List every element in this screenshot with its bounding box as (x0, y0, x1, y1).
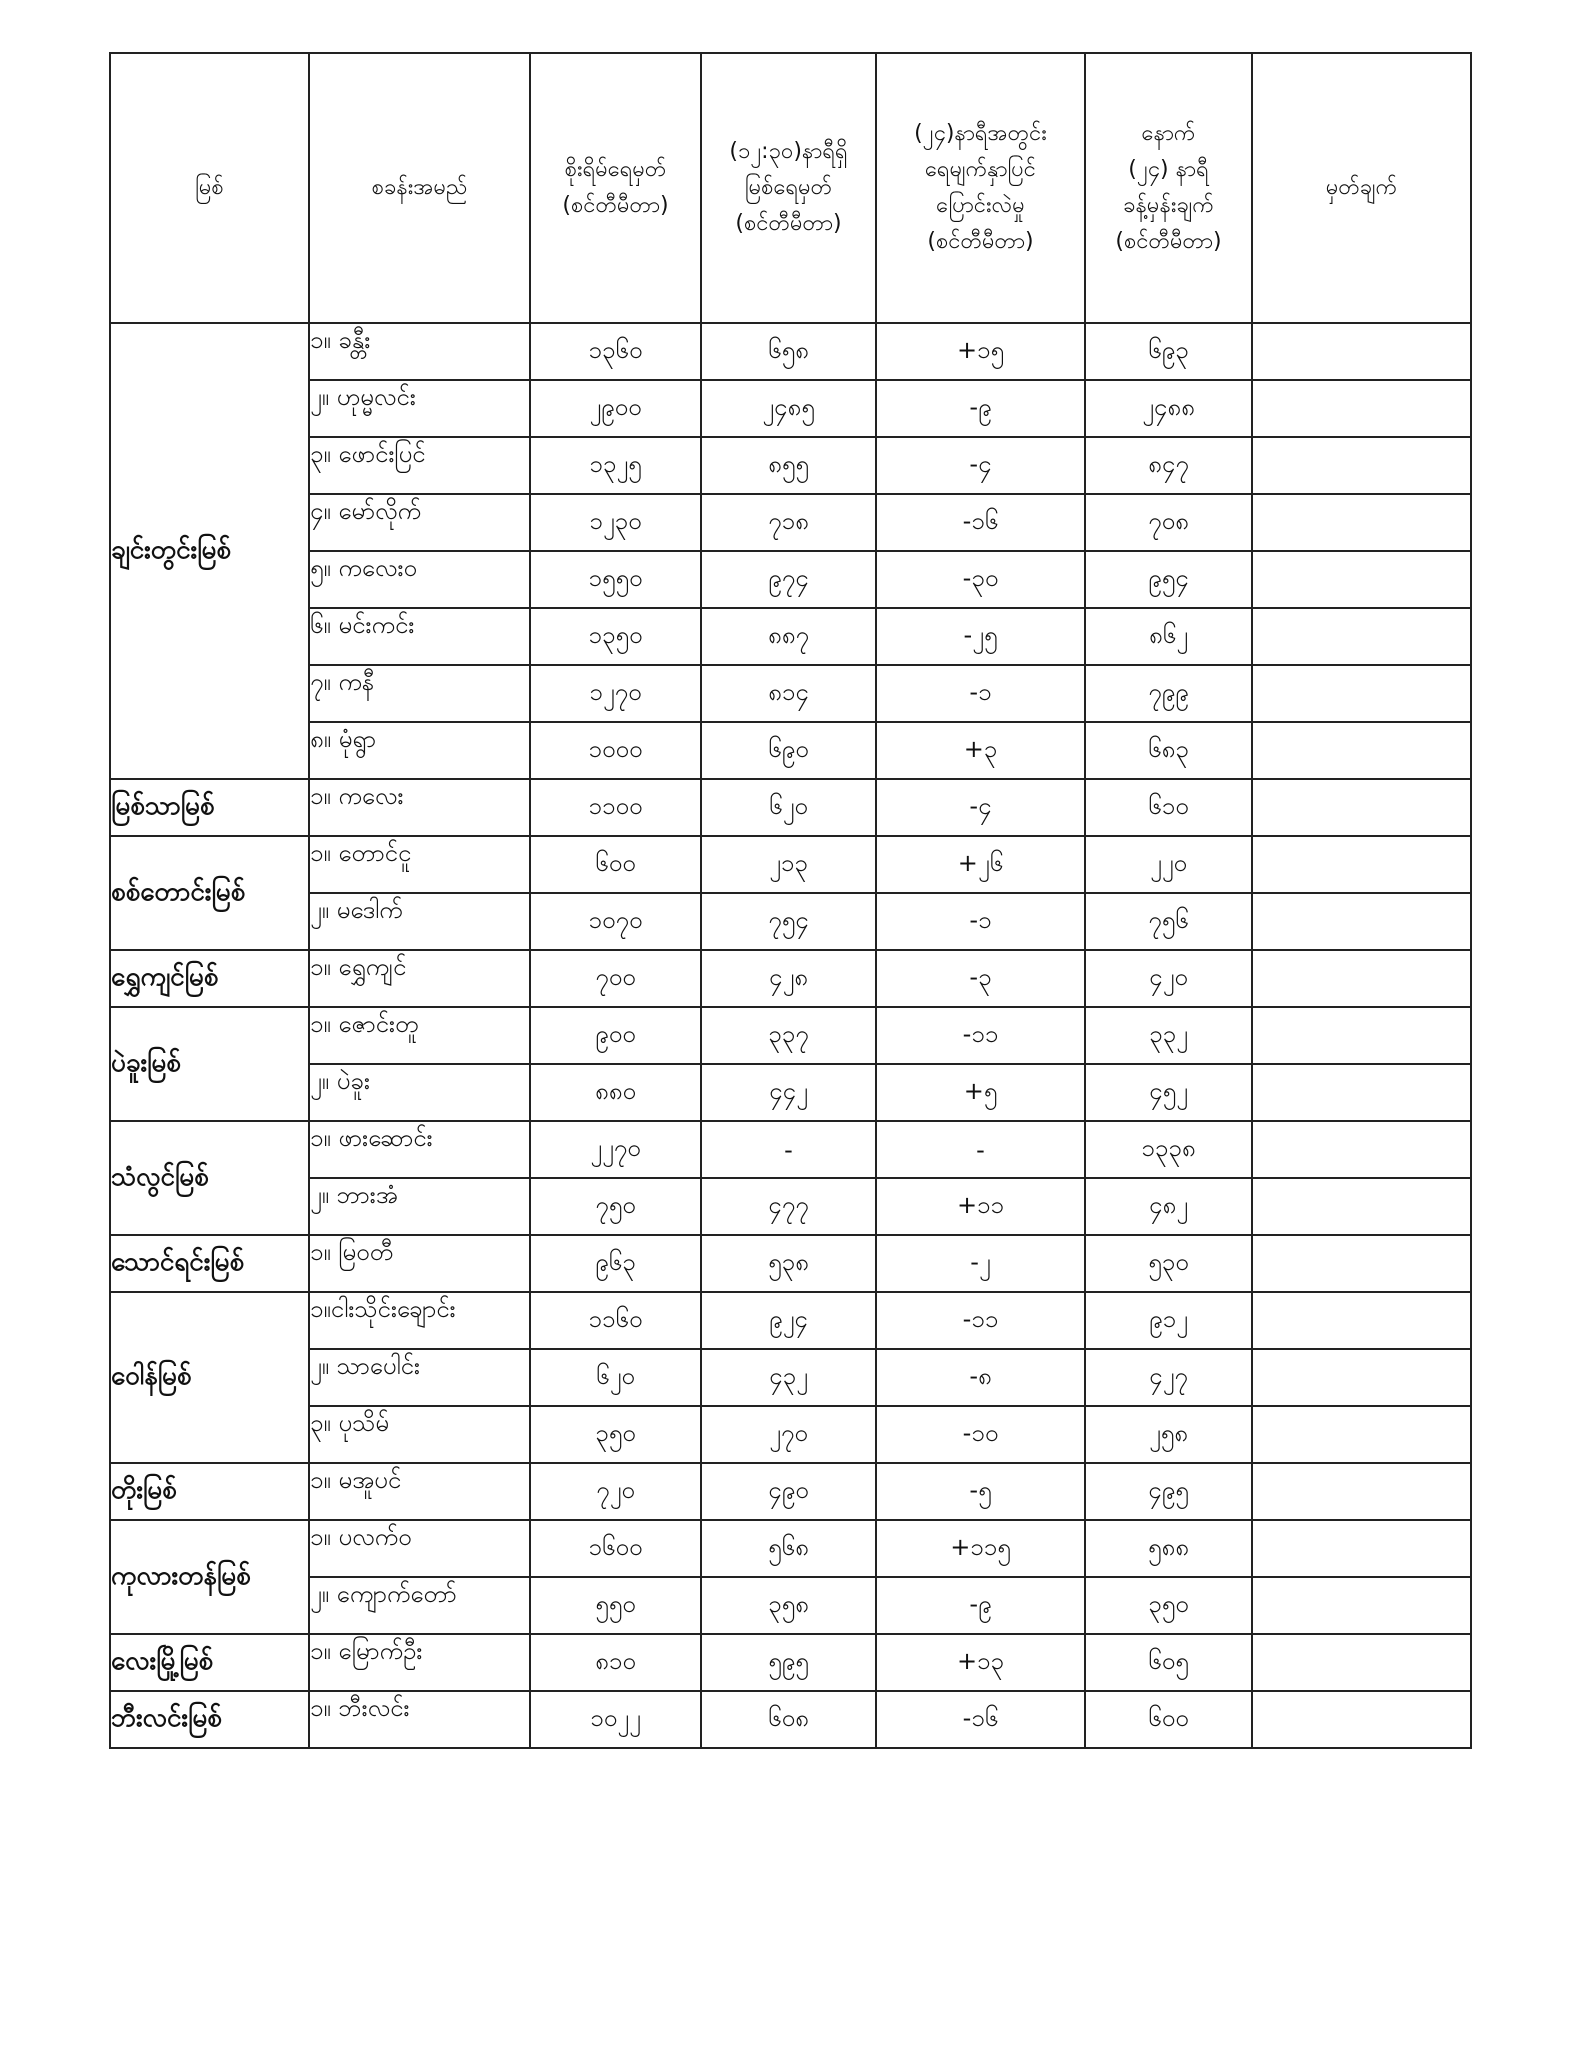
header-remark (1252, 53, 1471, 323)
forecast-level: ၅၃၀ (1085, 1235, 1252, 1292)
table-row (110, 1121, 1471, 1178)
river-name: ရွှေကျင်မြစ် (110, 950, 309, 1007)
current-level: ၅၆၈ (701, 1520, 876, 1577)
header-line: စခန်းအမည် (371, 175, 468, 200)
header-line: မြစ်ရေမှတ် (744, 175, 833, 200)
forecast-level: ၇၀၈ (1085, 494, 1252, 551)
current-level: ၆၅၈ (701, 323, 876, 380)
table-row (110, 380, 1471, 437)
table-row (110, 1577, 1471, 1634)
station-name: ၇။ ကနီ (309, 665, 530, 722)
current-level: ၄၂၈ (701, 950, 876, 1007)
station-name: ၂။ ဟုမ္မလင်း (309, 380, 530, 437)
table-row (110, 551, 1471, 608)
current-level: ၅၉၅ (701, 1634, 876, 1691)
warning-level: ၈၈၀ (530, 1064, 701, 1121)
warning-level: ၁၁၆၀ (530, 1292, 701, 1349)
forecast-level: ၉၁၂ (1085, 1292, 1252, 1349)
forecast-level: ၉၅၄ (1085, 551, 1252, 608)
river-name: ဘီးလင်းမြစ် (110, 1691, 309, 1748)
header-line: စိုးရိမ်ရေမှတ် (564, 157, 667, 182)
header-forecast-24h (1085, 53, 1252, 323)
level-change: +၁၃ (876, 1634, 1085, 1691)
table-row (110, 836, 1471, 893)
remark (1252, 893, 1471, 950)
header-line: (၂၄)နာရီအတွင်း (914, 121, 1047, 146)
river-name: တိုးမြစ် (110, 1463, 309, 1520)
warning-level: ၃၅၀ (530, 1406, 701, 1463)
remark (1252, 1406, 1471, 1463)
station-name: ၂။ ပဲခူး (309, 1064, 530, 1121)
current-level: ၂၁၃ (701, 836, 876, 893)
remark (1252, 608, 1471, 665)
level-change: -၈ (876, 1349, 1085, 1406)
forecast-level: ၆၀၀ (1085, 1691, 1252, 1748)
header-row (110, 53, 1471, 323)
river-name: စစ်တောင်းမြစ် (110, 836, 309, 950)
warning-level: ၁၃၆၀ (530, 323, 701, 380)
remark (1252, 950, 1471, 1007)
table-row (110, 1406, 1471, 1463)
remark (1252, 1178, 1471, 1235)
river-level-table (109, 52, 1472, 1749)
current-level: ၂၇၀ (701, 1406, 876, 1463)
river-name: လေးမြို့မြစ် (110, 1634, 309, 1691)
current-level: ၅၃၈ (701, 1235, 876, 1292)
header-warning-level (530, 53, 701, 323)
table-body (110, 323, 1471, 1748)
level-change: +၁၁၅ (876, 1520, 1085, 1577)
current-level: ၄၉၀ (701, 1463, 876, 1520)
table-row (110, 1064, 1471, 1121)
warning-level: ၁၂၇၀ (530, 665, 701, 722)
forecast-level: ၄၈၂ (1085, 1178, 1252, 1235)
level-change: -၁၁ (876, 1007, 1085, 1064)
warning-level: ၁၅၅၀ (530, 551, 701, 608)
river-name: သောင်ရင်းမြစ် (110, 1235, 309, 1292)
current-level: ၃၅၈ (701, 1577, 876, 1634)
remark (1252, 1577, 1471, 1634)
header-station (309, 53, 530, 323)
river-name: ကုလားတန်မြစ် (110, 1520, 309, 1634)
level-change: -၃ (876, 950, 1085, 1007)
warning-level: ၇၀၀ (530, 950, 701, 1007)
current-level: ၇၁၈ (701, 494, 876, 551)
remark (1252, 1007, 1471, 1064)
table-row (110, 1178, 1471, 1235)
table-row (110, 950, 1471, 1007)
header-line: မှတ်ချက် (1325, 175, 1398, 200)
level-change: -၁၀ (876, 1406, 1085, 1463)
level-change: -၄ (876, 779, 1085, 836)
level-change: -၃၀ (876, 551, 1085, 608)
remark (1252, 836, 1471, 893)
current-level: - (701, 1121, 876, 1178)
current-level: ၉၇၄ (701, 551, 876, 608)
station-name: ၅။ ကလေးဝ (309, 551, 530, 608)
table-row (110, 1691, 1471, 1748)
warning-level: ၆၂၀ (530, 1349, 701, 1406)
warning-level: ၉၆၃ (530, 1235, 701, 1292)
table-row (110, 1634, 1471, 1691)
station-name: ၁။ငါးသိုင်းချောင်း (309, 1292, 530, 1349)
station-name: ၁။ တောင်ငူ (309, 836, 530, 893)
warning-level: ၉၀၀ (530, 1007, 701, 1064)
header-line: (စင်တီမီတာ) (735, 211, 842, 236)
station-name: ၂။ မဒေါက် (309, 893, 530, 950)
remark (1252, 1121, 1471, 1178)
river-name: ချင်းတွင်းမြစ် (110, 323, 309, 779)
header-line: ပြောင်းလဲမှု (936, 193, 1025, 218)
remark (1252, 1634, 1471, 1691)
station-name: ၃။ ဖောင်းပြင် (309, 437, 530, 494)
current-level: ၈၁၄ (701, 665, 876, 722)
remark (1252, 1691, 1471, 1748)
warning-level: ၇၂၀ (530, 1463, 701, 1520)
current-level: ၈၅၅ (701, 437, 876, 494)
current-level: ၆၂၀ (701, 779, 876, 836)
forecast-level: ၁၃၃၈ (1085, 1121, 1252, 1178)
river-name: ဝေါန်မြစ် (110, 1292, 309, 1463)
remark (1252, 437, 1471, 494)
level-change: +၅ (876, 1064, 1085, 1121)
forecast-level: ၇၅၆ (1085, 893, 1252, 950)
remark (1252, 323, 1471, 380)
level-change: -၁၆ (876, 494, 1085, 551)
station-name: ၈။ မုံရွာ (309, 722, 530, 779)
station-name: ၁။ ဘီးလင်း (309, 1691, 530, 1748)
forecast-level: ၂၂၀ (1085, 836, 1252, 893)
current-level: ၄၃၂ (701, 1349, 876, 1406)
current-level: ၈၈၇ (701, 608, 876, 665)
forecast-level: ၈၄၇ (1085, 437, 1252, 494)
level-change: -၄ (876, 437, 1085, 494)
station-name: ၂။ ကျောက်တော် (309, 1577, 530, 1634)
level-change: +၁၅ (876, 323, 1085, 380)
level-change: +၁၁ (876, 1178, 1085, 1235)
forecast-level: ၄၅၂ (1085, 1064, 1252, 1121)
remark (1252, 1349, 1471, 1406)
station-name: ၁။ ဇောင်းတူ (309, 1007, 530, 1064)
forecast-level: ၅၈၈ (1085, 1520, 1252, 1577)
header-line: နောက် (1141, 121, 1196, 146)
remark (1252, 380, 1471, 437)
level-change: - (876, 1121, 1085, 1178)
level-change: -၉ (876, 380, 1085, 437)
table-row (110, 893, 1471, 950)
level-change: -၁ (876, 893, 1085, 950)
table-row (110, 722, 1471, 779)
level-change: -၁၆ (876, 1691, 1085, 1748)
header-line: (စင်တီမီတာ) (562, 193, 669, 218)
warning-level: ၁၃၂၅ (530, 437, 701, 494)
forecast-level: ၄၂၇ (1085, 1349, 1252, 1406)
station-name: ၁။ မအူပင် (309, 1463, 530, 1520)
level-change: -၂ (876, 1235, 1085, 1292)
warning-level: ၁၂၃၀ (530, 494, 701, 551)
forecast-level: ၆၀၅ (1085, 1634, 1252, 1691)
current-level: ၄၇၇ (701, 1178, 876, 1235)
forecast-level: ၈၆၂ (1085, 608, 1252, 665)
current-level: ၇၅၄ (701, 893, 876, 950)
warning-level: ၁၀၇၀ (530, 893, 701, 950)
table-row (110, 494, 1471, 551)
level-change: +၂၆ (876, 836, 1085, 893)
warning-level: ၇၅၀ (530, 1178, 701, 1235)
station-name: ၁။ ကလေး (309, 779, 530, 836)
remark (1252, 1463, 1471, 1520)
level-change: -၁ (876, 665, 1085, 722)
station-name: ၁။ ရွှေကျင် (309, 950, 530, 1007)
table-row (110, 1235, 1471, 1292)
header-line: မြစ် (195, 175, 224, 200)
forecast-level: ၄၉၅ (1085, 1463, 1252, 1520)
station-name: ၂။ သာပေါင်း (309, 1349, 530, 1406)
header-line: ရေမျက်နှာပြင် (924, 157, 1036, 182)
table-row (110, 665, 1471, 722)
remark (1252, 722, 1471, 779)
current-level: ၃၃၇ (701, 1007, 876, 1064)
current-level: ၂၄၈၅ (701, 380, 876, 437)
warning-level: ၂၂၇၀ (530, 1121, 701, 1178)
warning-level: ၆၀၀ (530, 836, 701, 893)
warning-level: ၁၀၀၀ (530, 722, 701, 779)
table-row (110, 437, 1471, 494)
header-line: ခန့်မှန်းချက် (1123, 193, 1214, 218)
current-level: ၆၀၈ (701, 1691, 876, 1748)
remark (1252, 1235, 1471, 1292)
header-line: (၂၄) နာရီ (1128, 157, 1209, 182)
warning-level: ၁၁၀၀ (530, 779, 701, 836)
table-row (110, 779, 1471, 836)
forecast-level: ၄၂၀ (1085, 950, 1252, 1007)
remark (1252, 779, 1471, 836)
table-row (110, 323, 1471, 380)
forecast-level: ၃၃၂ (1085, 1007, 1252, 1064)
warning-level: ၁၃၅၀ (530, 608, 701, 665)
forecast-level: ၂၄၈၈ (1085, 380, 1252, 437)
current-level: ၉၂၄ (701, 1292, 876, 1349)
station-name: ၁။ မြဝတီ (309, 1235, 530, 1292)
warning-level: ၅၅၀ (530, 1577, 701, 1634)
header-river (110, 53, 309, 323)
warning-level: ၁၀၂၂ (530, 1691, 701, 1748)
forecast-level: ၇၉၉ (1085, 665, 1252, 722)
forecast-level: ၆၈၃ (1085, 722, 1252, 779)
station-name: ၁။ ခန္တီး (309, 323, 530, 380)
current-level: ၆၉၀ (701, 722, 876, 779)
station-name: ၁။ မြောက်ဦး (309, 1634, 530, 1691)
station-name: ၃။ ပုသိမ် (309, 1406, 530, 1463)
remark (1252, 1292, 1471, 1349)
table-row (110, 1292, 1471, 1349)
header-line: (စင်တီမီတာ) (927, 229, 1034, 254)
river-name: မြစ်သာမြစ် (110, 779, 309, 836)
station-name: ၆။ မင်းကင်း (309, 608, 530, 665)
header-current-level (701, 53, 876, 323)
header-change-24h (876, 53, 1085, 323)
current-level: ၄၄၂ (701, 1064, 876, 1121)
level-change: -၁၁ (876, 1292, 1085, 1349)
warning-level: ၂၉၀၀ (530, 380, 701, 437)
table-row (110, 1007, 1471, 1064)
header-line: (စင်တီမီတာ) (1115, 229, 1222, 254)
table-row (110, 1349, 1471, 1406)
level-change: +၃ (876, 722, 1085, 779)
header-line: (၁၂:၃၀)နာရီရှိ (729, 139, 848, 164)
remark (1252, 1064, 1471, 1121)
level-change: -၉ (876, 1577, 1085, 1634)
river-name: ပဲခူးမြစ် (110, 1007, 309, 1121)
remark (1252, 494, 1471, 551)
table-row (110, 608, 1471, 665)
station-name: ၁။ ဖားဆောင်း (309, 1121, 530, 1178)
table-row (110, 1520, 1471, 1577)
warning-level: ၈၁၀ (530, 1634, 701, 1691)
level-change: -၅ (876, 1463, 1085, 1520)
forecast-level: ၆၁၀ (1085, 779, 1252, 836)
remark (1252, 1520, 1471, 1577)
table-row (110, 1463, 1471, 1520)
remark (1252, 551, 1471, 608)
station-name: ၁။ ပလက်ဝ (309, 1520, 530, 1577)
river-name: သံလွင်မြစ် (110, 1121, 309, 1235)
station-name: ၂။ ဘားအံ (309, 1178, 530, 1235)
forecast-level: ၃၅၀ (1085, 1577, 1252, 1634)
remark (1252, 665, 1471, 722)
forecast-level: ၂၅၈ (1085, 1406, 1252, 1463)
station-name: ၄။ မော်လိုက် (309, 494, 530, 551)
warning-level: ၁၆၀၀ (530, 1520, 701, 1577)
forecast-level: ၆၉၃ (1085, 323, 1252, 380)
level-change: -၂၅ (876, 608, 1085, 665)
